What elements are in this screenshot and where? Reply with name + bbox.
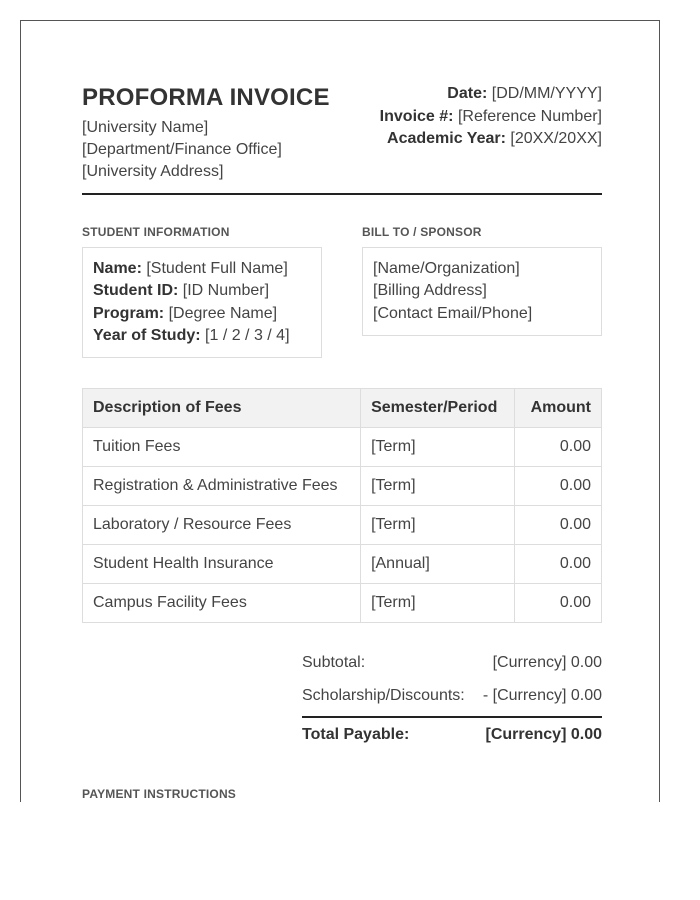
subtotal-value: [Currency] 0.00 — [492, 654, 602, 671]
invoice-number-label: Invoice #: — [379, 107, 454, 125]
total-payable-row — [302, 716, 602, 751]
fee-amount: 0.00 — [515, 584, 602, 623]
academic-year-value: [20XX/20XX] — [510, 130, 602, 147]
student-information-box — [82, 247, 322, 358]
table-row — [83, 506, 602, 545]
column-header-period: Semester/Period — [361, 389, 515, 428]
university-address: [University Address] — [82, 163, 224, 180]
student-id-value: [ID Number] — [182, 282, 270, 300]
column-header-amount: Amount — [515, 389, 602, 428]
year-of-study-label: Year of Study: — [93, 326, 201, 344]
date-value: [DD/MM/YYYY] — [491, 85, 602, 102]
sponsor-name: [Name/Organization] — [373, 260, 520, 277]
bill-to-box — [362, 247, 602, 336]
total-payable-label: Total Payable: — [302, 726, 410, 743]
fee-description: Registration & Administrative Fees — [83, 467, 361, 506]
invoice-number-row — [380, 106, 602, 129]
fee-period: [Term] — [361, 506, 515, 545]
fee-description: Tuition Fees — [83, 428, 361, 467]
fee-description: Laboratory / Resource Fees — [83, 506, 361, 545]
page-title: PROFORMA INVOICE — [82, 84, 330, 111]
fee-period: [Term] — [361, 584, 515, 623]
invoice-number-value: [Reference Number] — [457, 107, 602, 125]
year-of-study-value: [1 / 2 / 3 / 4] — [205, 326, 290, 344]
invoice-meta — [380, 83, 602, 151]
billing-address: [Billing Address] — [373, 282, 487, 300]
discount-label: Scholarship/Discounts: — [302, 687, 465, 704]
fee-period: [Term] — [361, 467, 515, 506]
bill-to-heading: BILL TO / SPONSOR — [362, 225, 482, 239]
invoice-page — [20, 20, 660, 802]
fee-amount: 0.00 — [515, 467, 602, 506]
fee-description: Campus Facility Fees — [83, 584, 361, 623]
subtotal-label: Subtotal: — [302, 654, 366, 671]
bill-to-section — [362, 225, 602, 336]
subtotal-row — [302, 647, 602, 680]
student-information-section — [82, 225, 322, 358]
program-value: [Degree Name] — [168, 304, 278, 322]
fee-description: Student Health Insurance — [83, 545, 361, 584]
fee-period: [Term] — [361, 428, 515, 467]
student-name-label: Name: — [93, 260, 142, 277]
student-name-value: [Student Full Name] — [146, 260, 288, 277]
student-name-row — [93, 258, 311, 280]
total-payable-value: [Currency] 0.00 — [485, 726, 602, 743]
table-row — [83, 545, 602, 584]
totals-block — [302, 647, 602, 751]
year-of-study-row — [93, 325, 311, 347]
invoice-header — [82, 83, 602, 195]
sponsor-contact: [Contact Email/Phone] — [373, 304, 533, 322]
table-row — [83, 467, 602, 506]
program-row — [93, 303, 311, 325]
date-row — [380, 83, 602, 106]
fee-period: [Annual] — [361, 545, 515, 584]
table-row — [83, 584, 602, 623]
program-label: Program: — [93, 304, 165, 322]
fee-amount: 0.00 — [515, 506, 602, 545]
date-label: Date: — [447, 85, 488, 102]
issuer-block — [82, 83, 330, 183]
fee-amount: 0.00 — [515, 428, 602, 467]
discount-row — [302, 680, 602, 713]
department-name: [Department/Finance Office] — [82, 141, 282, 158]
payment-instructions-heading: PAYMENT INSTRUCTIONS — [82, 787, 237, 801]
student-information-heading: STUDENT INFORMATION — [82, 225, 230, 239]
academic-year-label: Academic Year: — [387, 130, 506, 147]
university-name: [University Name] — [82, 119, 209, 136]
fee-amount: 0.00 — [515, 545, 602, 584]
fees-table — [82, 388, 602, 623]
student-id-row — [93, 280, 311, 302]
discount-value: - [Currency] 0.00 — [482, 687, 602, 704]
fees-table-header-row — [83, 389, 602, 428]
column-header-description: Description of Fees — [83, 389, 361, 428]
academic-year-row — [380, 128, 602, 151]
table-row — [83, 428, 602, 467]
student-id-label: Student ID: — [93, 282, 179, 300]
